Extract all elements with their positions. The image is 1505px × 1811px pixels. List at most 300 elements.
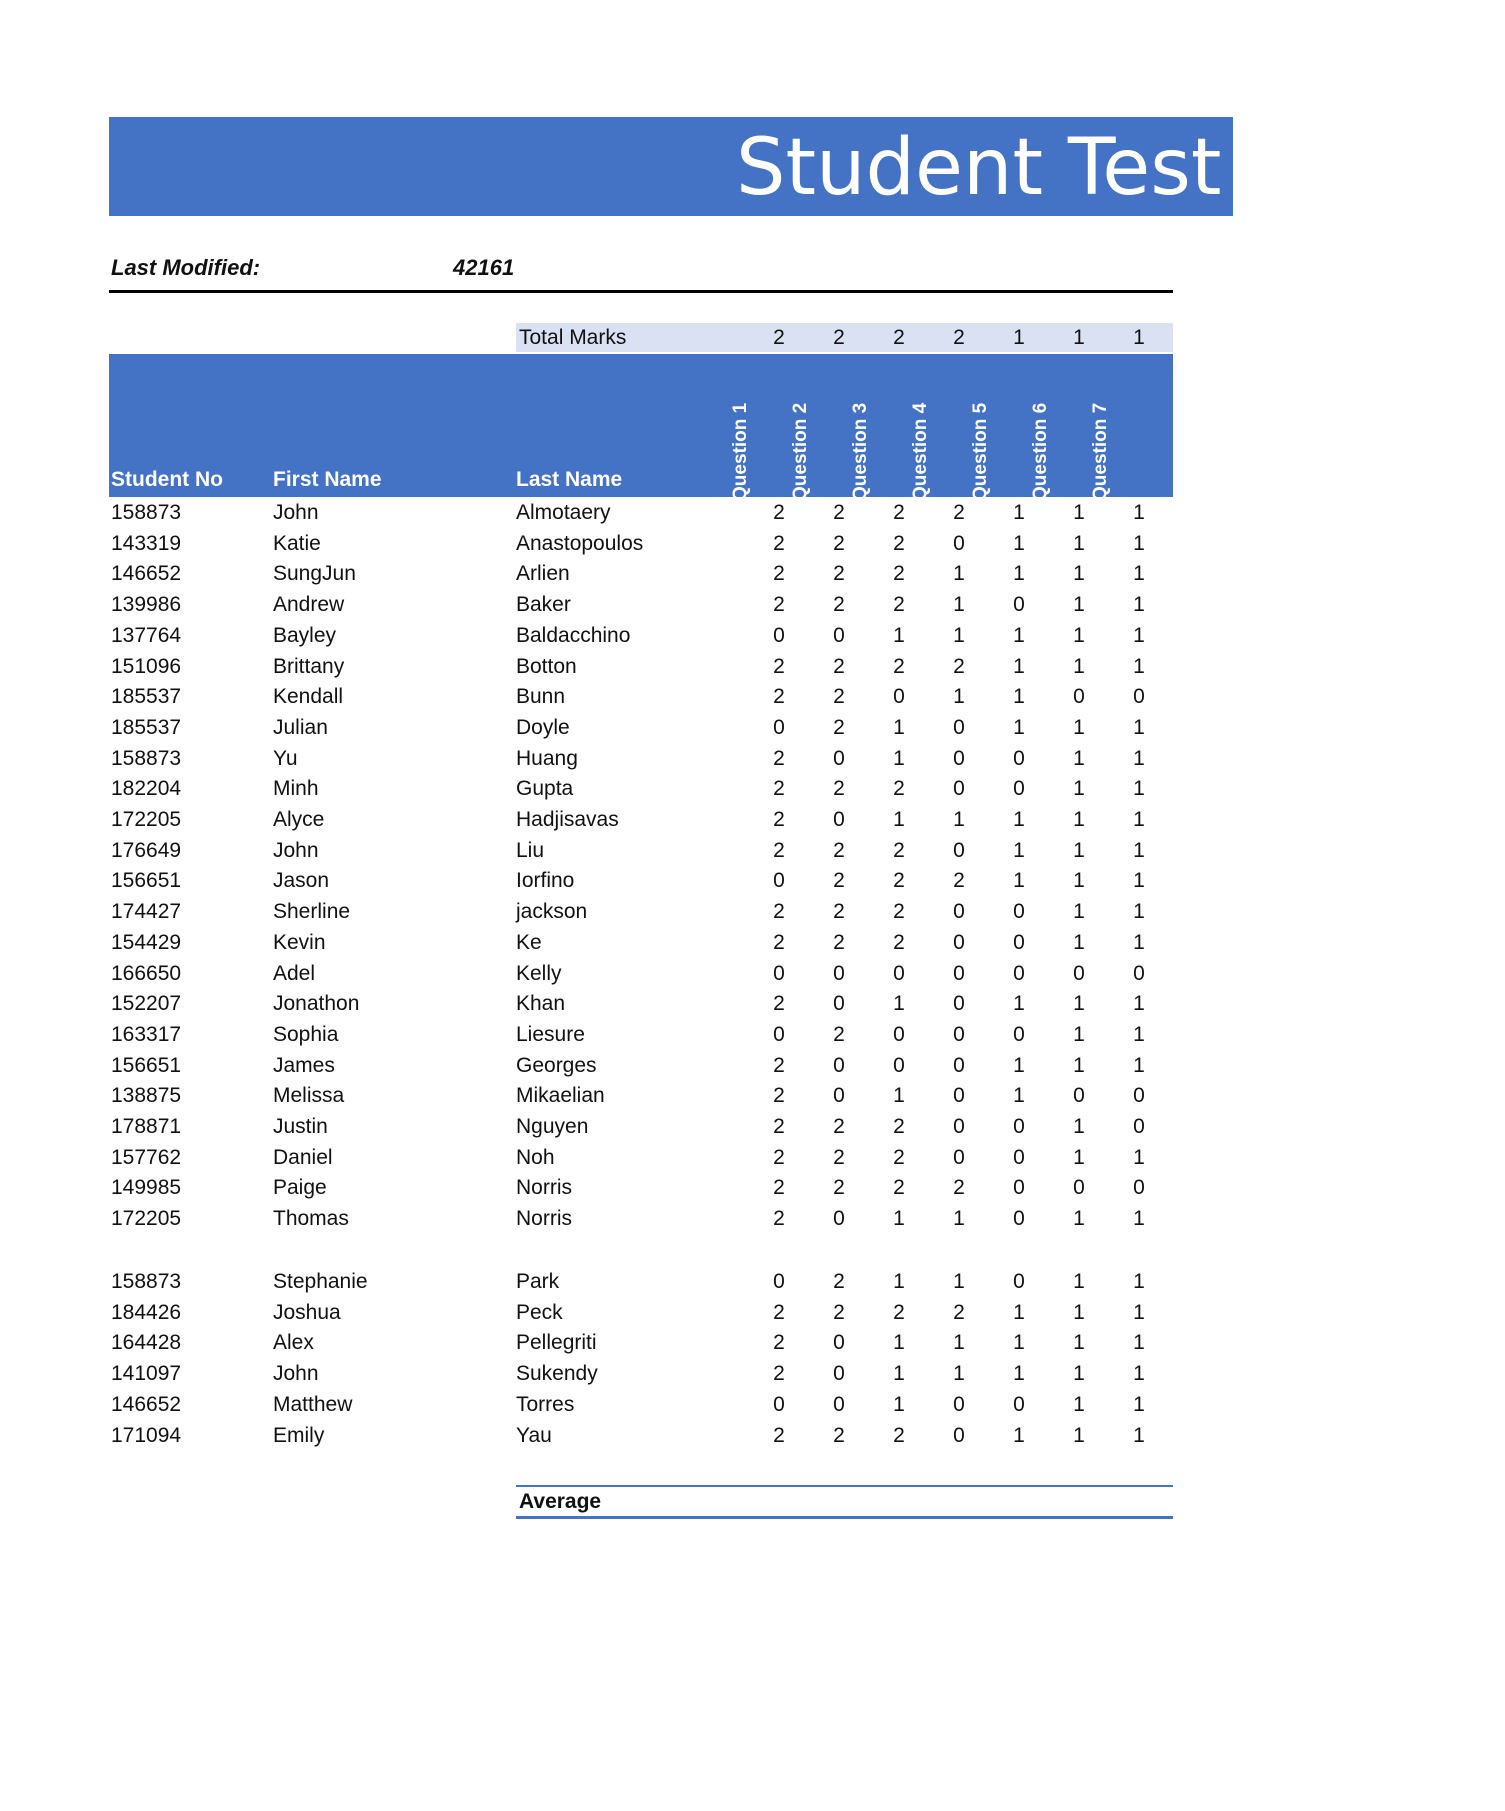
page-title: Student Test Scores [736,123,1505,213]
table-row [109,620,1173,651]
last-name-cell: Norris [516,1207,572,1231]
score-cell-q6: 1 [1073,746,1085,770]
score-cell-q6: 1 [1073,1207,1085,1231]
score-cell-q6: 1 [1073,1270,1085,1293]
table-row [109,558,1173,589]
score-cell-q2: 2 [833,531,845,555]
student-no-cell: 156651 [111,1053,182,1077]
score-cell-q3: 1 [893,1270,905,1293]
column-header-first-name: First Name [273,468,382,491]
score-cell-q5: 1 [1013,623,1025,647]
score-cell-q4: 0 [953,746,965,770]
table-row [109,865,1173,896]
total-mark-q5: 1 [1013,326,1025,349]
score-cell-q4: 0 [953,777,965,801]
table-row [109,1203,1173,1234]
score-cell-q6: 1 [1073,777,1085,801]
score-cell-q5: 1 [1013,1084,1025,1108]
score-cell-q4: 0 [953,1022,965,1046]
student-no-cell: 146652 [111,1392,182,1416]
student-no-cell: 158873 [111,746,182,770]
first-name-cell: Joshua [273,1300,341,1324]
score-cell-q2: 2 [833,869,845,893]
score-cell-q3: 1 [893,808,905,831]
last-name-cell: Anastopoulos [516,531,644,555]
score-cell-q7: 1 [1133,777,1145,801]
score-cell-q1: 2 [773,685,785,709]
student-no-cell: 185537 [111,685,182,709]
score-cell-q2: 0 [833,623,845,647]
score-cell-q5: 1 [1013,1300,1025,1324]
score-cell-q5: 0 [1013,900,1025,924]
score-cell-q6: 1 [1073,838,1085,862]
student-no-cell: 174427 [111,900,182,924]
first-name-cell: John [273,838,319,862]
score-cell-q3: 2 [893,1145,905,1169]
score-cell-q4: 1 [953,1331,965,1355]
last-name-cell: Mikaelian [516,1084,605,1108]
score-cell-q1: 2 [773,992,785,1016]
student-no-cell: 176649 [111,838,182,862]
student-no-cell: 139986 [111,593,182,617]
last-name-cell: Gupta [516,777,574,801]
score-cell-q4: 0 [953,838,965,862]
student-no-cell: 146652 [111,562,182,586]
score-cell-q7: 1 [1133,1022,1145,1046]
first-name-cell: Julian [273,715,328,739]
first-name-cell: Andrew [273,593,345,617]
last-name-cell: Baldacchino [516,623,631,647]
table-row [109,1266,1173,1297]
score-cell-q2: 2 [833,685,845,709]
score-cell-q2: 2 [833,900,845,924]
score-cell-q4: 0 [953,900,965,924]
score-cell-q5: 0 [1013,1207,1025,1231]
score-cell-q5: 1 [1013,685,1025,709]
student-no-cell: 172205 [111,808,182,831]
score-cell-q6: 1 [1073,1423,1085,1447]
total-mark-q2: 2 [833,326,845,349]
score-cell-q5: 1 [1013,531,1025,555]
score-cell-q5: 0 [1013,1022,1025,1046]
student-no-cell: 163317 [111,1022,182,1046]
score-cell-q5: 1 [1013,715,1025,739]
score-cell-q5: 1 [1013,1053,1025,1077]
table-row [109,1297,1173,1328]
score-cell-q1: 2 [773,1300,785,1324]
student-no-cell: 171094 [111,1423,182,1447]
score-cell-q5: 1 [1013,654,1025,678]
last-name-cell: Peck [516,1300,563,1324]
score-cell-q7: 1 [1133,562,1145,586]
score-cell-q2: 0 [833,1392,845,1416]
first-name-cell: Sherline [273,900,351,924]
score-cell-q1: 0 [773,623,785,647]
score-cell-q1: 2 [773,1362,785,1386]
student-no-cell: 158873 [111,1270,182,1293]
student-no-cell: 164428 [111,1331,182,1355]
student-no-cell: 151096 [111,654,182,678]
question-header-label: Question 2 [789,402,811,501]
score-cell-q3: 0 [893,1053,905,1077]
score-cell-q3: 1 [893,1331,905,1355]
score-cell-q5: 1 [1013,562,1025,586]
score-cell-q3: 2 [893,930,905,954]
score-cell-q2: 2 [833,654,845,678]
header-divider [109,290,1173,293]
score-cell-q5: 1 [1013,808,1025,831]
student-no-cell: 141097 [111,1362,182,1386]
last-name-cell: Pellegriti [516,1331,597,1355]
score-cell-q1: 0 [773,1270,785,1293]
score-cell-q6: 1 [1073,1300,1085,1324]
score-cell-q1: 2 [773,1331,785,1355]
score-cell-q6: 1 [1073,930,1085,954]
score-cell-q5: 1 [1013,1423,1025,1447]
last-name-cell: Norris [516,1176,572,1200]
table-row [109,773,1173,804]
score-cell-q3: 2 [893,900,905,924]
score-cell-q3: 1 [893,1207,905,1231]
score-cell-q1: 2 [773,531,785,555]
score-cell-q1: 2 [773,900,785,924]
first-name-cell: Sophia [273,1022,339,1046]
score-cell-q3: 1 [893,1362,905,1386]
last-name-cell: Ke [516,930,542,954]
score-cell-q1: 2 [773,838,785,862]
last-modified-value: 42161 [453,255,515,280]
score-cell-q1: 2 [773,808,785,831]
score-cell-q5: 0 [1013,930,1025,954]
score-cell-q6: 1 [1073,715,1085,739]
score-cell-q3: 2 [893,654,905,678]
score-cell-q3: 0 [893,1022,905,1046]
score-cell-q4: 0 [953,715,965,739]
score-cell-q4: 1 [953,808,965,831]
score-cell-q2: 2 [833,501,845,524]
score-cell-q3: 1 [893,623,905,647]
score-cell-q3: 1 [893,715,905,739]
score-cell-q7: 1 [1133,1053,1145,1077]
student-no-cell: 143319 [111,531,182,555]
student-no-cell: 157762 [111,1145,182,1169]
score-cell-q3: 0 [893,685,905,709]
score-cell-q1: 2 [773,1145,785,1169]
score-cell-q5: 0 [1013,777,1025,801]
score-cell-q6: 1 [1073,1331,1085,1355]
score-cell-q5: 1 [1013,1331,1025,1355]
score-cell-q7: 1 [1133,992,1145,1016]
table-row [109,896,1173,927]
score-cell-q2: 2 [833,715,845,739]
score-cell-q7: 1 [1133,1207,1145,1231]
score-cell-q2: 0 [833,1207,845,1231]
score-cell-q7: 1 [1133,930,1145,954]
first-name-cell: James [273,1053,335,1077]
score-cell-q5: 1 [1013,992,1025,1016]
table-row [109,1327,1173,1358]
score-cell-q6: 1 [1073,1022,1085,1046]
score-cell-q1: 0 [773,715,785,739]
average-label: Average [519,1490,602,1513]
score-cell-q2: 2 [833,1022,845,1046]
last-name-cell: Arlien [516,562,570,586]
score-cell-q4: 2 [953,869,965,893]
first-name-cell: Alyce [273,808,325,831]
score-cell-q4: 0 [953,531,965,555]
question-header-label: Question 4 [909,402,931,501]
score-cell-q6: 1 [1073,593,1085,617]
last-name-cell: Almotaery [516,501,611,524]
question-header-label: Question 3 [849,402,871,501]
score-cell-q7: 0 [1133,1084,1145,1108]
last-name-cell: Hadjisavas [516,808,619,831]
first-name-cell: Thomas [273,1207,349,1231]
student-no-cell: 185537 [111,715,182,739]
score-cell-q3: 2 [893,562,905,586]
title-banner [109,117,1505,216]
score-cell-q1: 2 [773,777,785,801]
student-no-cell: 137764 [111,623,182,647]
total-mark-q7: 1 [1133,326,1145,349]
student-no-cell: 158873 [111,501,182,524]
question-header-label: Question 1 [729,402,751,501]
score-cell-q6: 1 [1073,1392,1085,1416]
score-cell-q4: 0 [953,1392,965,1416]
first-name-cell: Jason [273,869,330,893]
score-cell-q7: 0 [1133,685,1145,709]
score-cell-q3: 1 [893,1084,905,1108]
table-row [109,497,1173,528]
table-row [109,1420,1173,1451]
table-row [109,651,1173,682]
student-no-cell: 149985 [111,1176,182,1200]
student-no-cell: 178871 [111,1115,182,1138]
score-cell-q2: 0 [833,1362,845,1386]
score-cell-q6: 1 [1073,531,1085,555]
score-cell-q7: 1 [1133,1145,1145,1169]
last-name-cell: Yau [516,1423,552,1447]
total-mark-q3: 2 [893,326,905,349]
score-cell-q1: 2 [773,746,785,770]
score-cell-q5: 1 [1013,869,1025,893]
table-row [109,743,1173,774]
last-name-cell: Liu [516,838,545,862]
score-cell-q2: 2 [833,838,845,862]
score-cell-q4: 0 [953,930,965,954]
score-cell-q4: 1 [953,623,965,647]
table-row [109,681,1173,712]
score-cell-q2: 2 [833,1300,845,1324]
table-row [109,1389,1173,1420]
score-cell-q4: 1 [953,1362,965,1386]
score-cell-q6: 0 [1073,961,1085,985]
table-row [109,1358,1173,1389]
score-cell-q7: 1 [1133,808,1145,831]
score-cell-q7: 1 [1133,593,1145,617]
score-cell-q4: 2 [953,1176,965,1200]
first-name-cell: Minh [273,777,319,801]
score-cell-q1: 2 [773,930,785,954]
score-cell-q1: 0 [773,869,785,893]
last-name-cell: Park [516,1270,560,1293]
score-cell-q5: 0 [1013,1115,1025,1138]
table-row [109,1172,1173,1203]
table-row [109,988,1173,1019]
score-cell-q6: 1 [1073,501,1085,524]
first-name-cell: Yu [273,746,298,770]
score-cell-q1: 2 [773,1207,785,1231]
table-row [109,1050,1173,1081]
score-cell-q4: 1 [953,593,965,617]
average-bottom-border [516,1516,1173,1519]
score-cell-q4: 0 [953,1115,965,1138]
score-cell-q5: 0 [1013,1392,1025,1416]
first-name-cell: Emily [273,1423,325,1447]
score-cell-q7: 1 [1133,715,1145,739]
score-cell-q2: 0 [833,1084,845,1108]
first-name-cell: Kevin [273,930,326,954]
first-name-cell: Bayley [273,623,337,647]
score-cell-q6: 1 [1073,1362,1085,1386]
student-no-cell: 182204 [111,777,182,801]
first-name-cell: Brittany [273,654,345,678]
table-row [109,528,1173,559]
score-cell-q7: 0 [1133,961,1145,985]
question-header-label: Question 6 [1029,402,1051,501]
score-cell-q7: 1 [1133,1423,1145,1447]
score-cell-q6: 1 [1073,869,1085,893]
student-no-cell: 184426 [111,1300,182,1324]
score-cell-q4: 0 [953,992,965,1016]
score-cell-q6: 1 [1073,623,1085,647]
score-cell-q5: 0 [1013,593,1025,617]
score-cell-q4: 1 [953,1207,965,1231]
last-name-cell: jackson [516,900,588,924]
score-cell-q3: 2 [893,1176,905,1200]
score-cell-q3: 2 [893,593,905,617]
score-cell-q1: 2 [773,501,785,524]
score-cell-q7: 1 [1133,1331,1145,1355]
score-cell-q7: 1 [1133,838,1145,862]
score-cell-q3: 0 [893,961,905,985]
score-cell-q6: 1 [1073,1145,1085,1169]
last-name-cell: Georges [516,1053,597,1077]
score-cell-q7: 1 [1133,1362,1145,1386]
question-header-label: Question 5 [969,402,991,501]
average-top-border [516,1485,1173,1487]
score-cell-q5: 1 [1013,1362,1025,1386]
last-name-cell: Torres [516,1392,575,1416]
score-cell-q1: 2 [773,1053,785,1077]
score-cell-q2: 0 [833,746,845,770]
last-name-cell: Huang [516,746,578,770]
student-no-cell: 166650 [111,961,182,985]
first-name-cell: Katie [273,531,321,555]
score-cell-q3: 2 [893,869,905,893]
last-name-cell: Khan [516,992,566,1016]
student-no-cell: 172205 [111,1207,182,1231]
score-cell-q5: 0 [1013,1145,1025,1169]
score-cell-q3: 2 [893,531,905,555]
score-cell-q7: 1 [1133,501,1145,524]
score-cell-q4: 1 [953,562,965,586]
first-name-cell: Kendall [273,685,344,709]
score-cell-q7: 1 [1133,654,1145,678]
score-cell-q4: 0 [953,961,965,985]
score-cell-q7: 1 [1133,623,1145,647]
score-cell-q5: 1 [1013,501,1025,524]
score-cell-q2: 0 [833,992,845,1016]
score-cell-q6: 1 [1073,654,1085,678]
score-cell-q2: 2 [833,1423,845,1447]
student-no-cell: 152207 [111,992,182,1016]
first-name-cell: Justin [273,1115,328,1138]
table-header [109,354,1173,501]
score-cell-q2: 2 [833,1145,845,1169]
score-cell-q2: 2 [833,777,845,801]
score-cell-q3: 2 [893,501,905,524]
last-name-cell: Bunn [516,685,566,709]
table-row [109,1019,1173,1050]
table-row [109,927,1173,958]
first-name-cell: Alex [273,1331,314,1355]
score-cell-q2: 2 [833,930,845,954]
score-cell-q2: 2 [833,562,845,586]
score-cell-q3: 2 [893,1423,905,1447]
score-cell-q4: 2 [953,654,965,678]
last-name-cell: Nguyen [516,1115,589,1138]
first-name-cell: Matthew [273,1392,353,1416]
score-cell-q5: 0 [1013,1270,1025,1293]
last-name-cell: Sukendy [516,1362,598,1386]
first-name-cell: SungJun [273,562,356,586]
score-cell-q6: 0 [1073,1084,1085,1108]
table-row [109,589,1173,620]
score-cell-q2: 0 [833,961,845,985]
last-modified-label: Last Modified: [111,255,261,280]
total-mark-q1: 2 [773,326,785,349]
score-cell-q1: 2 [773,562,785,586]
score-cell-q4: 1 [953,1270,965,1293]
score-cell-q6: 1 [1073,900,1085,924]
score-cell-q2: 0 [833,1331,845,1355]
score-cell-q5: 1 [1013,838,1025,862]
first-name-cell: Melissa [273,1084,345,1108]
table-row [109,958,1173,989]
score-cell-q4: 2 [953,1300,965,1324]
score-cell-q1: 2 [773,654,785,678]
score-cell-q6: 1 [1073,562,1085,586]
table-row [109,712,1173,743]
score-cell-q7: 1 [1133,900,1145,924]
last-name-cell: Kelly [516,961,562,985]
score-cell-q3: 2 [893,777,905,801]
student-no-cell: 154429 [111,930,182,954]
table-row [109,1111,1173,1142]
table-row [109,1142,1173,1173]
first-name-cell: Jonathon [273,992,360,1016]
score-cell-q3: 1 [893,746,905,770]
score-cell-q4: 2 [953,501,965,524]
column-header-student-no: Student No [111,468,223,491]
first-name-cell: Daniel [273,1145,333,1169]
score-cell-q6: 1 [1073,1053,1085,1077]
score-cell-q7: 1 [1133,1270,1145,1293]
score-cell-q7: 1 [1133,531,1145,555]
first-name-cell: Paige [273,1176,327,1200]
score-cell-q1: 0 [773,1392,785,1416]
